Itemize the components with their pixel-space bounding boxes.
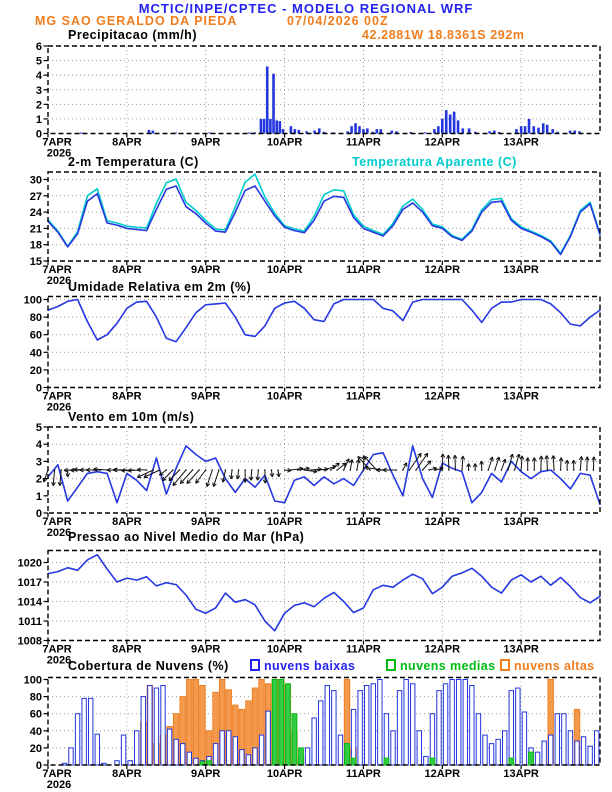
svg-text:80: 80 bbox=[29, 691, 42, 704]
legend-mid-clouds-label: nuvens medias bbox=[400, 659, 496, 673]
station-name: MG SAO GERALDO DA PIEDA bbox=[35, 14, 238, 28]
svg-text:9APR: 9APR bbox=[191, 136, 221, 149]
legend-low-clouds-label: nuvens baixas bbox=[264, 659, 356, 673]
svg-text:13APR: 13APR bbox=[503, 136, 539, 149]
station-coordinates: 42.2881W 18.8361S 292m bbox=[362, 28, 525, 42]
legend-high-clouds-label: nuvens altas bbox=[514, 659, 595, 673]
svg-text:9APR: 9APR bbox=[191, 264, 221, 276]
svg-text:100: 100 bbox=[23, 674, 42, 687]
svg-text:10APR: 10APR bbox=[266, 643, 303, 656]
svg-text:0: 0 bbox=[35, 382, 42, 395]
page-title: MCTIC/INPE/CPTEC - MODELO REGIONAL WRF bbox=[138, 1, 474, 16]
svg-text:7APR: 7APR bbox=[42, 768, 72, 780]
svg-text:40: 40 bbox=[29, 725, 42, 738]
svg-text:18: 18 bbox=[29, 239, 42, 252]
svg-text:3: 3 bbox=[35, 456, 42, 469]
svg-text:11APR: 11APR bbox=[345, 643, 381, 656]
svg-text:10APR: 10APR bbox=[266, 264, 303, 276]
svg-text:11APR: 11APR bbox=[345, 516, 381, 528]
legend-low-clouds bbox=[250, 659, 355, 673]
svg-text:8APR: 8APR bbox=[112, 516, 142, 528]
svg-text:2026: 2026 bbox=[46, 147, 72, 160]
svg-text:2026: 2026 bbox=[46, 401, 72, 414]
svg-text:9APR: 9APR bbox=[191, 643, 221, 656]
svg-text:9APR: 9APR bbox=[191, 516, 221, 528]
svg-text:11APR: 11APR bbox=[345, 390, 381, 403]
svg-text:7APR: 7APR bbox=[42, 136, 72, 149]
svg-text:9APR: 9APR bbox=[191, 390, 221, 403]
svg-text:0: 0 bbox=[35, 128, 42, 141]
svg-text:1: 1 bbox=[35, 113, 42, 126]
svg-text:8APR: 8APR bbox=[112, 264, 142, 276]
svg-text:2026: 2026 bbox=[46, 779, 72, 791]
svg-text:12APR: 12APR bbox=[424, 643, 461, 656]
svg-text:2: 2 bbox=[35, 473, 42, 486]
svg-text:10APR: 10APR bbox=[266, 768, 303, 780]
svg-text:12APR: 12APR bbox=[424, 768, 461, 780]
svg-text:7APR: 7APR bbox=[42, 516, 72, 528]
svg-text:13APR: 13APR bbox=[503, 516, 539, 528]
svg-text:11APR: 11APR bbox=[345, 264, 381, 276]
svg-text:13APR: 13APR bbox=[503, 390, 539, 403]
svg-text:13APR: 13APR bbox=[503, 264, 539, 276]
svg-text:4: 4 bbox=[35, 70, 42, 83]
svg-text:60: 60 bbox=[29, 329, 42, 342]
svg-text:10APR: 10APR bbox=[266, 516, 303, 528]
svg-text:1017: 1017 bbox=[17, 577, 42, 589]
svg-text:8APR: 8APR bbox=[112, 768, 142, 780]
svg-text:60: 60 bbox=[29, 708, 42, 721]
svg-text:11APR: 11APR bbox=[345, 136, 381, 149]
svg-text:12APR: 12APR bbox=[424, 264, 461, 276]
svg-text:7APR: 7APR bbox=[42, 390, 72, 403]
svg-text:5: 5 bbox=[35, 422, 42, 434]
svg-text:1011: 1011 bbox=[18, 616, 42, 628]
svg-text:1008: 1008 bbox=[17, 635, 42, 648]
run-datetime: 07/04/2026 00Z bbox=[287, 14, 389, 28]
svg-text:24: 24 bbox=[29, 207, 42, 220]
svg-text:30: 30 bbox=[29, 174, 42, 187]
svg-text:8APR: 8APR bbox=[112, 136, 142, 149]
svg-text:15: 15 bbox=[29, 256, 42, 268]
svg-text:12APR: 12APR bbox=[424, 516, 461, 528]
svg-text:27: 27 bbox=[29, 190, 42, 203]
svg-text:8APR: 8APR bbox=[112, 390, 142, 403]
panel-title-temperature: 2-m Temperatura (C) bbox=[68, 155, 199, 169]
high-clouds-swatch-icon bbox=[500, 659, 510, 671]
panel-title-precipitation: Precipitacao (mm/h) bbox=[68, 28, 197, 42]
mid-clouds-swatch-icon bbox=[386, 659, 396, 671]
svg-text:1020: 1020 bbox=[17, 557, 42, 570]
svg-text:20: 20 bbox=[29, 364, 42, 377]
svg-text:7APR: 7APR bbox=[42, 264, 72, 276]
svg-text:12APR: 12APR bbox=[424, 136, 461, 149]
svg-text:1: 1 bbox=[35, 490, 42, 503]
svg-text:2026: 2026 bbox=[46, 527, 72, 539]
panel-title-wind: Vento em 10m (m/s) bbox=[68, 410, 195, 424]
svg-text:13APR: 13APR bbox=[503, 643, 539, 656]
legend-apparent-temperature: Temperatura Aparente (C) bbox=[352, 155, 517, 169]
svg-text:7APR: 7APR bbox=[42, 643, 72, 656]
svg-text:8APR: 8APR bbox=[112, 643, 142, 656]
svg-text:5: 5 bbox=[35, 55, 42, 68]
legend-high-clouds bbox=[500, 659, 595, 673]
svg-text:80: 80 bbox=[29, 312, 42, 325]
legend-mid-clouds bbox=[386, 659, 496, 673]
svg-text:40: 40 bbox=[29, 347, 42, 360]
svg-text:20: 20 bbox=[29, 742, 42, 755]
panel-title-pressure: Pressao ao Nivel Medio do Mar (hPa) bbox=[68, 530, 305, 544]
svg-text:21: 21 bbox=[29, 223, 42, 236]
svg-text:11APR: 11APR bbox=[345, 768, 381, 780]
svg-text:2026: 2026 bbox=[46, 654, 72, 667]
low-clouds-swatch-icon bbox=[250, 659, 260, 671]
svg-text:0: 0 bbox=[35, 760, 42, 772]
svg-text:2026: 2026 bbox=[46, 275, 72, 287]
svg-text:9APR: 9APR bbox=[191, 768, 221, 780]
svg-text:1014: 1014 bbox=[17, 596, 42, 609]
svg-text:0: 0 bbox=[35, 508, 42, 520]
svg-text:100: 100 bbox=[23, 294, 42, 307]
svg-text:10APR: 10APR bbox=[266, 390, 303, 403]
panel-title-humidity: Umidade Relativa em 2m (%) bbox=[68, 280, 252, 294]
svg-text:4: 4 bbox=[35, 439, 42, 452]
panel-title-clouds: Cobertura de Nuvens (%) bbox=[68, 659, 229, 673]
svg-text:6: 6 bbox=[35, 41, 42, 53]
svg-text:13APR: 13APR bbox=[503, 768, 539, 780]
svg-text:10APR: 10APR bbox=[266, 136, 303, 149]
svg-text:3: 3 bbox=[35, 84, 42, 97]
svg-text:2: 2 bbox=[35, 99, 42, 112]
svg-text:12APR: 12APR bbox=[424, 390, 461, 403]
